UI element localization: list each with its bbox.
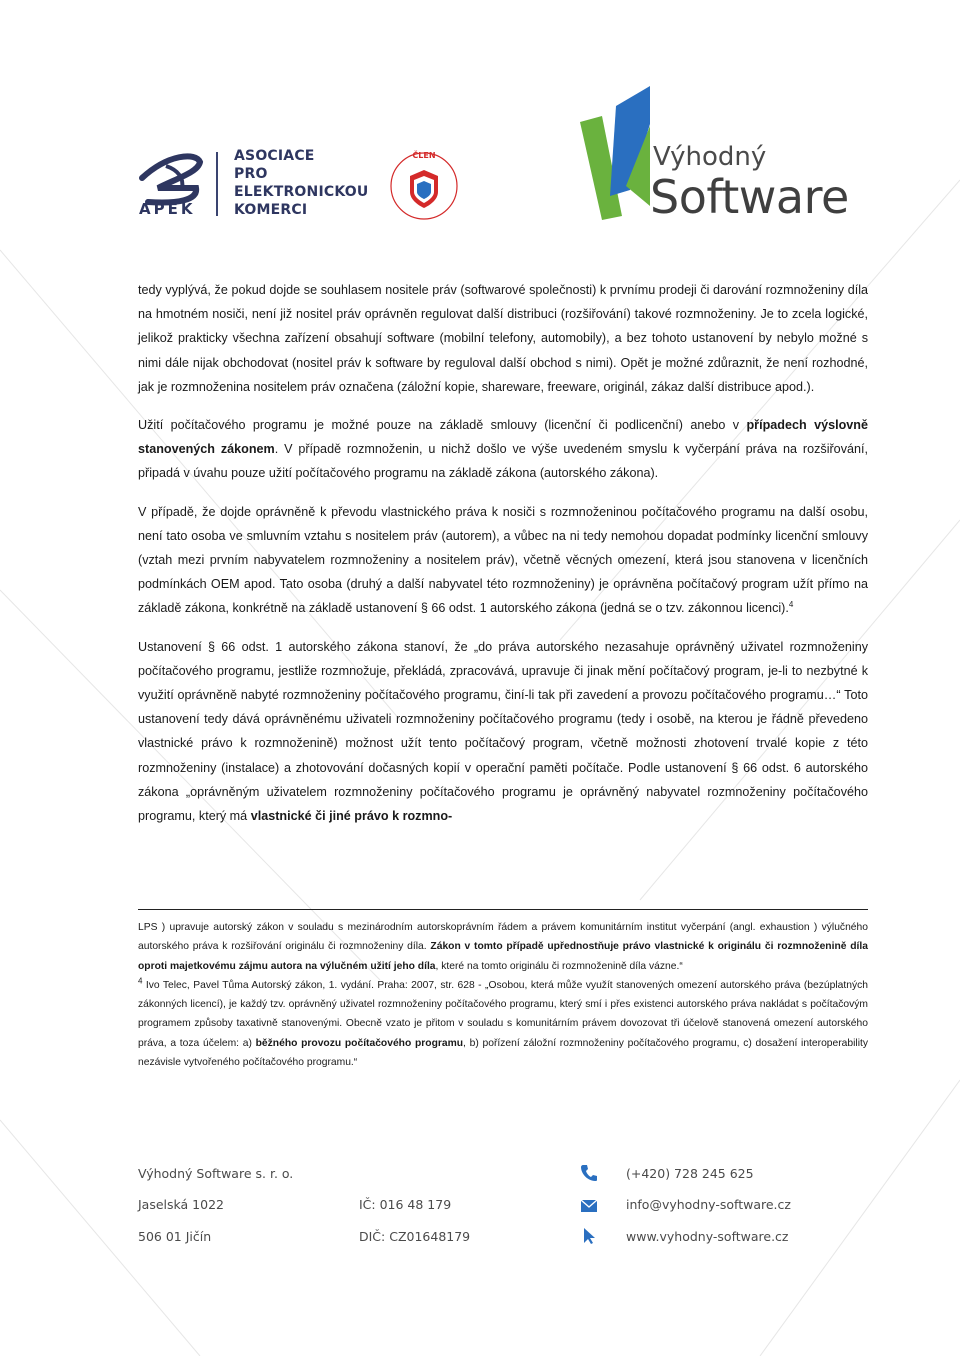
paragraph-2 <box>138 413 868 486</box>
apek-divider <box>216 152 218 216</box>
chamber-member-seal-icon <box>384 146 464 222</box>
footer-email: info@vyhodny-software.cz <box>626 1197 791 1212</box>
apek-association-name <box>234 147 368 219</box>
footer-phone: (+420) 728 245 625 <box>626 1166 754 1181</box>
vyhodny-software-logo-icon <box>580 86 660 220</box>
footer-company: Výhodný Software s. r. o. <box>138 1166 294 1181</box>
paragraph-2-bold: případech výslovně stanovených zákonem <box>138 418 868 457</box>
paragraph-4 <box>138 635 868 829</box>
footer-dic: DIČ: CZ01648179 <box>359 1229 471 1244</box>
apek-line-3: ELEKTRONICKOU <box>234 184 369 200</box>
footer-ic: IČ: 016 48 179 <box>359 1197 452 1212</box>
footnote-4-start: Ivo Telec, Pavel Tůma Autorský zákon, 1. vydání. Praha: 2007, str. 628 - „Osobou, která může využít stanovených omezení autorského práva (bezúplatných zákonných licencí), je každý tzv. oprávněný uživatel rozmnoženiny počítačového programu, který smí i přes existenci autorského práva nakládat s počítačovým programem způsoby taxativně stanovenými. Obecně vzato je přitom v souladu s komunitárním právem dovozovat tři účelově stanovená omezení autorského práva, a toza účelem: a) <box>138 979 868 1049</box>
brand-name-line-2: Software <box>650 170 849 224</box>
footnote-separator <box>138 909 868 910</box>
paragraph-4-text: Ustanovení § 66 odst. 1 autorského zákona stanoví, že „do práva autorského nezasahuje oprávněný uživatel rozmnoženiny počítačového programu, jestliže rozmnožuje, překládá, zpracovává, upravuje či jinak mění počítačový program, je-li to nezbytné k využití oprávněně nabyté rozmnoženiny počítačového programu, činí-li tak při zavedení a provozu počítačového programu…“ Toto ustanovení tedy dává oprávněnému uživateli rozmnoženiny počítačového programu (tedy i osobě, na kterou je řádně převedeno vlastnické právo k rozmnoženině) možnost užít tento počítačový program, včetně možnosti zhotovení trvalé kopie z této rozmnoženiny (instalace) a zhotovování dočasných kopií v operační paměti počítače. Podle ustanovení § 66 odst. 6 autorského zákona „oprávněným uživatelem rozmnoženiny počítačového programu je oprávněný nabyvatel rozmnoženiny počítačového programu, který má <box>138 639 868 824</box>
apek-line-4: KOMERCI <box>234 202 308 218</box>
footnote-3-end: , které na tomto originálu či rozmnoženině díla vázne.“ <box>435 960 683 972</box>
paragraph-3-text: V případě, že dojde oprávněně k převodu vlastnického práva k nosiči s rozmnoženinou počítačového programu na další osobu, není tato osoba ve smluvním vztahu s nositelem práv (autorem), a vůbec na ni tedy nemohou dopadat podmínky licenční smlouvy (vztah mezi prvním nabyvatelem rozmnoženiny a nositelem práv), včetně věcných omezení, která jsou stanovena v licenčních podmínkách OEM apod. Tato osoba (druhý a další nabyvatel této rozmnoženiny) je oprávněna počítačový program užít přímo na základě zákona, konkrétně na základě ustanovení § 66 odst. 1 autorského zákona (jedná se o tzv. zákonnou licenci). <box>138 504 868 616</box>
footnote-ref-4: 4 <box>788 600 794 610</box>
apek-line-2: PRO <box>234 166 268 182</box>
paragraph-1: tedy vyplývá, že pokud dojde se souhlasem nositele práv (softwarové společnosti) k prvnímu prodeji či darování rozmnoženiny díla na hmotném nosiči, není již nositel práv oprávněn regulovat další distribuci (rozšiřování) takové rozmnoženiny. Je to zcela logické, jelikož prakticky všechna zařízení obsahují software (mobilní telefony, automobily), a bez tohoto ustanovení by nebylo možné s nimi dále nijak obchodovat (nositel práv k software by reguloval další obchod s nimi). Opět je možné zdůraznit, že není rozhodné, jak je rozmnoženina nositelem práv označena (záložní kopie, shareware, freeware, originál, zákaz další distribuce apod.). <box>138 283 868 394</box>
footer-street: Jaselská 1022 <box>138 1197 224 1212</box>
brand-name-line-1: Výhodný <box>653 142 767 172</box>
footnote-4-bold: běžného provozu počítačového programu <box>255 1037 464 1049</box>
footnote-4 <box>138 976 868 1072</box>
paragraph-2-start: Užití počítačového programu je možné pouze na základě smlouvy (licenční či podlicenční) anebo v <box>138 418 747 433</box>
paragraph-4-bold: vlastnické či jiné právo k rozmno- <box>250 809 453 824</box>
paragraph-2-end: . V případě rozmnoženin, u nichž došlo ve výše uvedeném smyslu k vyčerpání práva na rozšiřování, připadá v úvahu pouze užití počítačového programu na základě zákona (autorského zákona). <box>138 442 868 481</box>
footnote-3 <box>138 918 868 976</box>
footnote-3-bold: Zákon v tomto případě upřednostňuje právo vlastnické k originálu či rozmnoženině díla oproti majetkovému zájmu autora na výlučném užití jeho díla <box>138 941 868 972</box>
footnote-4-number: 4 <box>138 976 143 986</box>
apek-line-1: ASOCIACE <box>234 148 315 164</box>
footnotes <box>138 918 868 1072</box>
seal-member-text: ČLEN <box>412 151 436 160</box>
footnote-3-start: LPS ) upravuje autorský zákon v souladu s mezinárodním autorskoprávním řádem a právem komunitárním institut vyčerpání (angl. exhaustion ) výlučného autorského práva k rozšiřování originálu či rozmnoženiny díla. <box>138 922 868 953</box>
footer-web: www.vyhodny-software.cz <box>626 1229 789 1244</box>
apek-wordmark: APEK <box>139 200 196 218</box>
footnote-4-end: , b) pořízení záložní rozmnoženiny počítačového programu, c) dosažení interoperability nezávisle vytvořeného počítačového programu.“ <box>138 1037 869 1069</box>
document-body <box>138 278 868 842</box>
footer-city: 506 01 Jičín <box>138 1229 212 1244</box>
paragraph-3 <box>138 500 868 621</box>
